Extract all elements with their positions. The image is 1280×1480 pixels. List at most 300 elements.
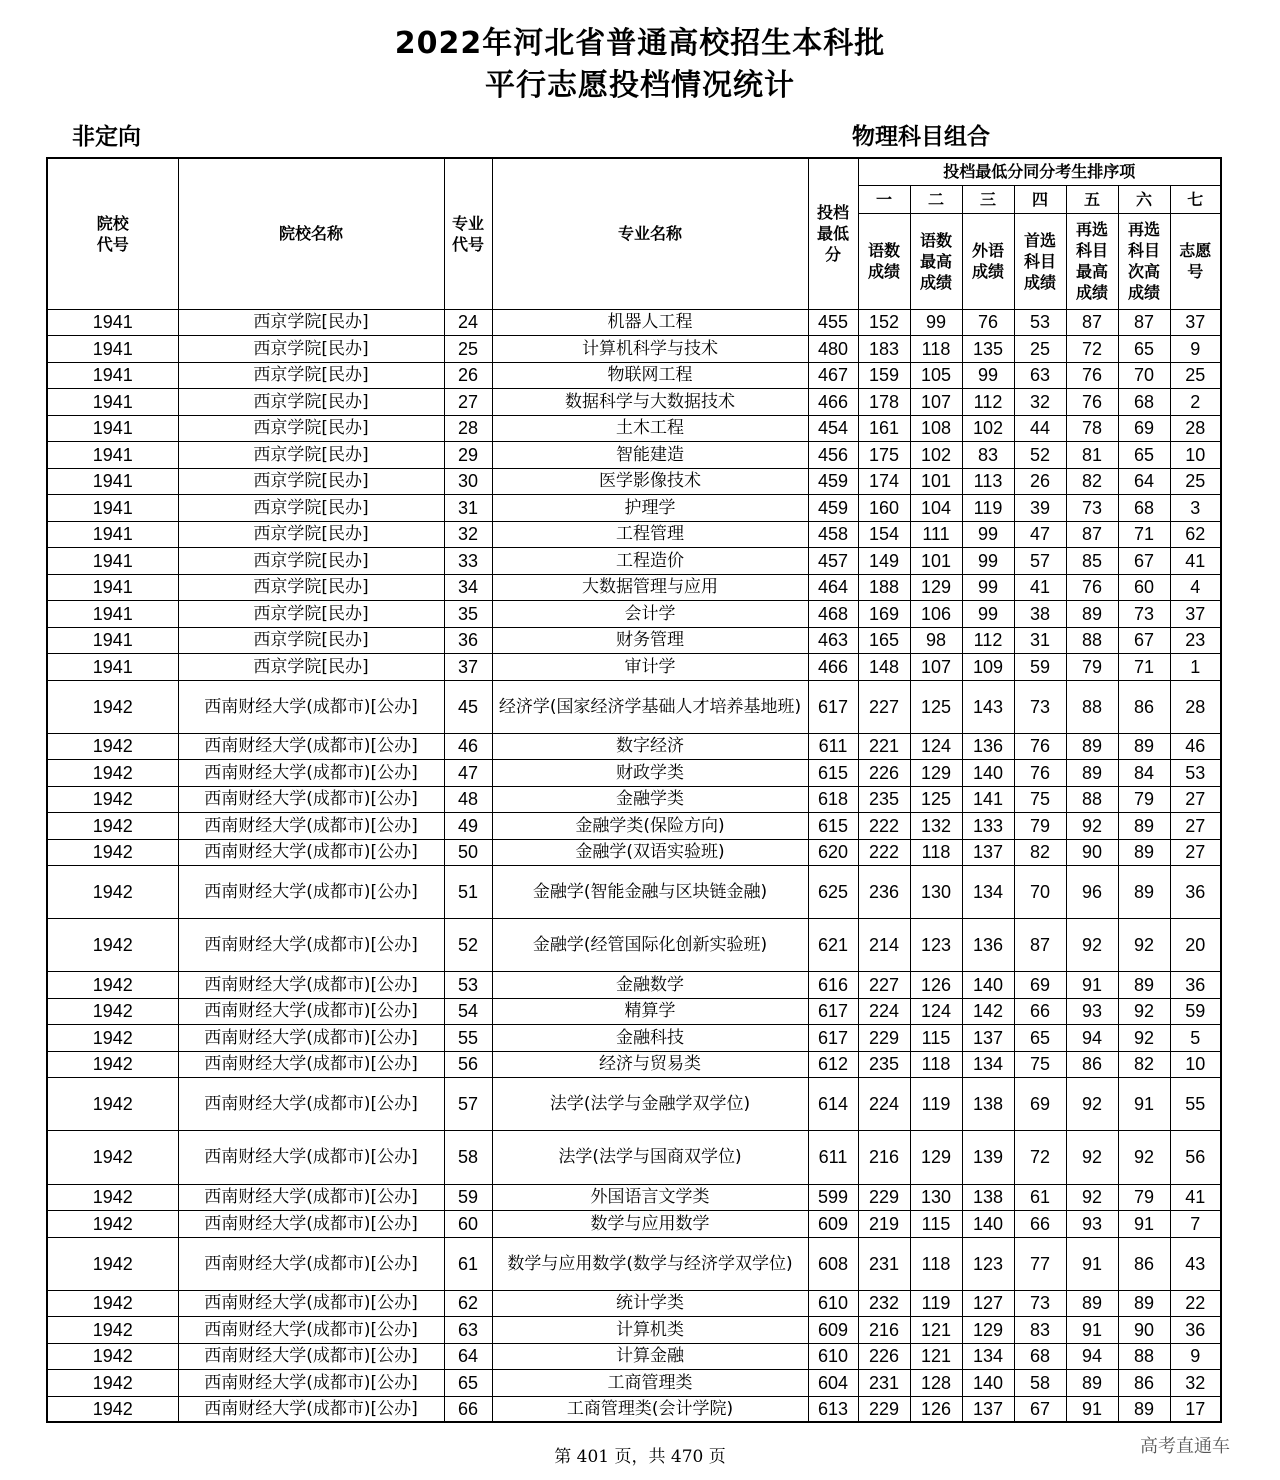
- min-score-cell: 620: [808, 839, 858, 865]
- rank3-cell: 83: [962, 441, 1014, 468]
- school-code-cell: 1942: [47, 1210, 178, 1237]
- rank5-cell: 91: [1066, 1316, 1118, 1343]
- rank7-cell: 7: [1170, 1210, 1221, 1237]
- major-code-cell: 24: [444, 309, 492, 335]
- school-name-cell: 西南财经大学(成都市)[公办]: [178, 786, 444, 812]
- rank3-cell: 140: [962, 1210, 1014, 1237]
- school-name-cell: 西南财经大学(成都市)[公办]: [178, 733, 444, 759]
- category-label: 非定向: [72, 124, 141, 150]
- rank5-cell: 91: [1066, 1396, 1118, 1422]
- rank5-cell: 91: [1066, 1237, 1118, 1290]
- min-score-cell: 464: [808, 574, 858, 600]
- rank2-cell: 118: [910, 1051, 962, 1077]
- rank3-cell: 140: [962, 1369, 1014, 1396]
- major-code-cell: 27: [444, 388, 492, 415]
- header-school-code: 院校代号: [47, 158, 178, 309]
- school-name-cell: 西京学院[民办]: [178, 494, 444, 521]
- rank2-cell: 108: [910, 415, 962, 441]
- rank1-cell: 227: [858, 971, 910, 998]
- rank7-cell: 56: [1170, 1130, 1221, 1184]
- min-score-cell: 613: [808, 1396, 858, 1422]
- major-name-cell: 精算学: [492, 998, 808, 1024]
- major-name-cell: 工程造价: [492, 547, 808, 574]
- rank-label-header: 再选科目最高成绩: [1066, 213, 1118, 309]
- school-name-cell: 西南财经大学(成都市)[公办]: [178, 1316, 444, 1343]
- rank3-cell: 143: [962, 680, 1014, 733]
- major-name-cell: 智能建造: [492, 441, 808, 468]
- rank7-cell: 20: [1170, 918, 1221, 971]
- major-code-cell: 36: [444, 627, 492, 653]
- major-name-cell: 工商管理类: [492, 1369, 808, 1396]
- min-score-cell: 608: [808, 1237, 858, 1290]
- table-row: [47, 1237, 1221, 1290]
- rank6-cell: 79: [1118, 1184, 1170, 1210]
- rank3-cell: 137: [962, 839, 1014, 865]
- table-row: [47, 680, 1221, 733]
- rank7-cell: 5: [1170, 1024, 1221, 1051]
- major-name-cell: 数学与应用数学(数学与经济学双学位): [492, 1237, 808, 1290]
- major-code-cell: 52: [444, 918, 492, 971]
- major-code-cell: 25: [444, 335, 492, 362]
- rank5-cell: 87: [1066, 521, 1118, 547]
- rank4-cell: 39: [1014, 494, 1066, 521]
- rank1-cell: 154: [858, 521, 910, 547]
- rank1-cell: 222: [858, 839, 910, 865]
- rank3-cell: 99: [962, 521, 1014, 547]
- rank1-cell: 214: [858, 918, 910, 971]
- rank3-cell: 123: [962, 1237, 1014, 1290]
- major-code-cell: 26: [444, 362, 492, 388]
- school-name-cell: 西京学院[民办]: [178, 521, 444, 547]
- school-code-cell: 1942: [47, 759, 178, 786]
- school-code-cell: 1942: [47, 839, 178, 865]
- major-name-cell: 法学(法学与国商双学位): [492, 1130, 808, 1184]
- table-row: [47, 1024, 1221, 1051]
- rank5-cell: 88: [1066, 627, 1118, 653]
- rank1-cell: 160: [858, 494, 910, 521]
- school-name-cell: 西京学院[民办]: [178, 627, 444, 653]
- min-score-cell: 617: [808, 998, 858, 1024]
- header-min-score: 投档最低分: [808, 158, 858, 309]
- rank5-cell: 88: [1066, 680, 1118, 733]
- rank4-cell: 25: [1014, 335, 1066, 362]
- rank2-cell: 124: [910, 733, 962, 759]
- table-row: [47, 1130, 1221, 1184]
- major-code-cell: 29: [444, 441, 492, 468]
- major-code-cell: 56: [444, 1051, 492, 1077]
- major-code-cell: 32: [444, 521, 492, 547]
- rank3-cell: 99: [962, 574, 1014, 600]
- table-row: [47, 1051, 1221, 1077]
- rank3-cell: 134: [962, 1051, 1014, 1077]
- table-row: [47, 812, 1221, 839]
- page-title-line2: 平行志愿投档情况统计: [485, 68, 795, 103]
- major-name-cell: 金融学类: [492, 786, 808, 812]
- rank4-cell: 59: [1014, 653, 1066, 680]
- major-name-cell: 物联网工程: [492, 362, 808, 388]
- rank6-cell: 70: [1118, 362, 1170, 388]
- rank1-cell: 222: [858, 812, 910, 839]
- rank6-cell: 86: [1118, 680, 1170, 733]
- rank7-cell: 41: [1170, 547, 1221, 574]
- school-name-cell: 西南财经大学(成都市)[公办]: [178, 1184, 444, 1210]
- rank4-cell: 61: [1014, 1184, 1066, 1210]
- rank1-cell: 227: [858, 680, 910, 733]
- min-score-cell: 466: [808, 388, 858, 415]
- rank6-cell: 89: [1118, 1396, 1170, 1422]
- school-name-cell: 西南财经大学(成都市)[公办]: [178, 1051, 444, 1077]
- school-name-cell: 西南财经大学(成都市)[公办]: [178, 680, 444, 733]
- rank3-cell: 76: [962, 309, 1014, 335]
- rank7-cell: 59: [1170, 998, 1221, 1024]
- school-code-cell: 1942: [47, 865, 178, 918]
- rank5-cell: 89: [1066, 1369, 1118, 1396]
- rank5-cell: 82: [1066, 468, 1118, 494]
- rank3-cell: 119: [962, 494, 1014, 521]
- table-row: [47, 653, 1221, 680]
- min-score-cell: 621: [808, 918, 858, 971]
- table-row: [47, 1396, 1221, 1422]
- rank5-cell: 81: [1066, 441, 1118, 468]
- school-name-cell: 西南财经大学(成都市)[公办]: [178, 1369, 444, 1396]
- rank1-cell: 183: [858, 335, 910, 362]
- major-name-cell: 财政学类: [492, 759, 808, 786]
- rank4-cell: 47: [1014, 521, 1066, 547]
- rank6-cell: 68: [1118, 388, 1170, 415]
- rank1-cell: 224: [858, 1077, 910, 1130]
- school-name-cell: 西南财经大学(成都市)[公办]: [178, 971, 444, 998]
- rank-label-header: 志愿号: [1170, 213, 1221, 309]
- major-name-cell: 护理学: [492, 494, 808, 521]
- rank7-cell: 55: [1170, 1077, 1221, 1130]
- major-code-cell: 28: [444, 415, 492, 441]
- table-row: [47, 1210, 1221, 1237]
- school-code-cell: 1941: [47, 335, 178, 362]
- rank1-cell: 216: [858, 1130, 910, 1184]
- school-code-cell: 1941: [47, 521, 178, 547]
- rank3-cell: 134: [962, 1343, 1014, 1369]
- rank7-cell: 32: [1170, 1369, 1221, 1396]
- rank6-cell: 84: [1118, 759, 1170, 786]
- rank2-cell: 106: [910, 600, 962, 627]
- rank5-cell: 92: [1066, 812, 1118, 839]
- rank2-cell: 118: [910, 1237, 962, 1290]
- rank6-cell: 67: [1118, 627, 1170, 653]
- rank6-cell: 65: [1118, 335, 1170, 362]
- rank3-cell: 134: [962, 865, 1014, 918]
- rank3-cell: 138: [962, 1077, 1014, 1130]
- major-code-cell: 35: [444, 600, 492, 627]
- admission-table: [46, 157, 1222, 1423]
- rank3-cell: 137: [962, 1396, 1014, 1422]
- table-row: [47, 786, 1221, 812]
- table-row: [47, 521, 1221, 547]
- rank6-cell: 67: [1118, 547, 1170, 574]
- table-row: [47, 335, 1221, 362]
- major-code-cell: 48: [444, 786, 492, 812]
- rank1-cell: 188: [858, 574, 910, 600]
- rank2-cell: 99: [910, 309, 962, 335]
- rank7-cell: 62: [1170, 521, 1221, 547]
- rank3-cell: 140: [962, 759, 1014, 786]
- table-row: [47, 971, 1221, 998]
- rank2-cell: 115: [910, 1024, 962, 1051]
- school-name-cell: 西京学院[民办]: [178, 441, 444, 468]
- min-score-cell: 616: [808, 971, 858, 998]
- school-code-cell: 1942: [47, 1237, 178, 1290]
- rank3-cell: 142: [962, 998, 1014, 1024]
- school-code-cell: 1942: [47, 998, 178, 1024]
- min-score-cell: 468: [808, 600, 858, 627]
- table-row: [47, 1184, 1221, 1210]
- rank7-cell: 23: [1170, 627, 1221, 653]
- rank-label-header: 首选科目成绩: [1014, 213, 1066, 309]
- school-name-cell: 西京学院[民办]: [178, 468, 444, 494]
- major-name-cell: 金融学(经管国际化创新实验班): [492, 918, 808, 971]
- page-number: 第 401 页，共 470 页: [554, 1447, 726, 1467]
- school-code-cell: 1941: [47, 441, 178, 468]
- rank4-cell: 82: [1014, 839, 1066, 865]
- rank1-cell: 175: [858, 441, 910, 468]
- rank3-cell: 109: [962, 653, 1014, 680]
- min-score-cell: 611: [808, 1130, 858, 1184]
- rank5-cell: 92: [1066, 918, 1118, 971]
- school-name-cell: 西京学院[民办]: [178, 362, 444, 388]
- rank7-cell: 25: [1170, 362, 1221, 388]
- rank2-cell: 98: [910, 627, 962, 653]
- rank7-cell: 46: [1170, 733, 1221, 759]
- rank6-cell: 89: [1118, 839, 1170, 865]
- major-code-cell: 37: [444, 653, 492, 680]
- header-major-code: 专业代号: [444, 158, 492, 309]
- major-code-cell: 65: [444, 1369, 492, 1396]
- rank-number-header: 七: [1170, 185, 1221, 213]
- min-score-cell: 609: [808, 1316, 858, 1343]
- rank5-cell: 76: [1066, 362, 1118, 388]
- major-code-cell: 51: [444, 865, 492, 918]
- table-row: [47, 998, 1221, 1024]
- rank2-cell: 119: [910, 1077, 962, 1130]
- table-row: [47, 839, 1221, 865]
- table-row: [47, 494, 1221, 521]
- major-code-cell: 46: [444, 733, 492, 759]
- rank1-cell: 221: [858, 733, 910, 759]
- min-score-cell: 612: [808, 1051, 858, 1077]
- table-row: [47, 865, 1221, 918]
- rank5-cell: 88: [1066, 786, 1118, 812]
- rank5-cell: 93: [1066, 998, 1118, 1024]
- rank1-cell: 229: [858, 1396, 910, 1422]
- rank1-cell: 152: [858, 309, 910, 335]
- rank-label-header: 语数成绩: [858, 213, 910, 309]
- rank4-cell: 41: [1014, 574, 1066, 600]
- school-code-cell: 1942: [47, 918, 178, 971]
- rank1-cell: 229: [858, 1024, 910, 1051]
- rank7-cell: 53: [1170, 759, 1221, 786]
- rank4-cell: 38: [1014, 600, 1066, 627]
- rank6-cell: 69: [1118, 415, 1170, 441]
- rank6-cell: 91: [1118, 1077, 1170, 1130]
- rank2-cell: 132: [910, 812, 962, 839]
- major-code-cell: 61: [444, 1237, 492, 1290]
- rank5-cell: 89: [1066, 600, 1118, 627]
- rank2-cell: 125: [910, 786, 962, 812]
- min-score-cell: 615: [808, 759, 858, 786]
- rank7-cell: 43: [1170, 1237, 1221, 1290]
- major-name-cell: 金融学类(保险方向): [492, 812, 808, 839]
- major-name-cell: 统计学类: [492, 1290, 808, 1316]
- rank4-cell: 32: [1014, 388, 1066, 415]
- rank7-cell: 9: [1170, 1343, 1221, 1369]
- major-name-cell: 工商管理类(会计学院): [492, 1396, 808, 1422]
- table-row: [47, 1290, 1221, 1316]
- rank5-cell: 94: [1066, 1343, 1118, 1369]
- rank6-cell: 90: [1118, 1316, 1170, 1343]
- rank5-cell: 92: [1066, 1077, 1118, 1130]
- rank1-cell: 174: [858, 468, 910, 494]
- rank4-cell: 83: [1014, 1316, 1066, 1343]
- rank4-cell: 66: [1014, 1210, 1066, 1237]
- watermark: 高考直通车: [1140, 1436, 1230, 1457]
- major-code-cell: 64: [444, 1343, 492, 1369]
- min-score-cell: 604: [808, 1369, 858, 1396]
- school-name-cell: 西京学院[民办]: [178, 388, 444, 415]
- rank4-cell: 73: [1014, 1290, 1066, 1316]
- rank2-cell: 119: [910, 1290, 962, 1316]
- rank1-cell: 231: [858, 1237, 910, 1290]
- school-code-cell: 1941: [47, 415, 178, 441]
- rank5-cell: 90: [1066, 839, 1118, 865]
- rank4-cell: 77: [1014, 1237, 1066, 1290]
- rank6-cell: 88: [1118, 1343, 1170, 1369]
- rank2-cell: 121: [910, 1343, 962, 1369]
- rank5-cell: 92: [1066, 1184, 1118, 1210]
- rank2-cell: 129: [910, 759, 962, 786]
- rank2-cell: 128: [910, 1369, 962, 1396]
- major-code-cell: 33: [444, 547, 492, 574]
- major-name-cell: 大数据管理与应用: [492, 574, 808, 600]
- table-row: [47, 1343, 1221, 1369]
- school-name-cell: 西京学院[民办]: [178, 335, 444, 362]
- school-code-cell: 1941: [47, 494, 178, 521]
- page-title-line1: 2022年河北省普通高校招生本科批: [394, 26, 886, 61]
- major-code-cell: 49: [444, 812, 492, 839]
- table-row: [47, 441, 1221, 468]
- rank7-cell: 22: [1170, 1290, 1221, 1316]
- major-name-cell: 数学与应用数学: [492, 1210, 808, 1237]
- rank5-cell: 91: [1066, 971, 1118, 998]
- rank1-cell: 149: [858, 547, 910, 574]
- rank6-cell: 73: [1118, 600, 1170, 627]
- min-score-cell: 618: [808, 786, 858, 812]
- rank7-cell: 1: [1170, 653, 1221, 680]
- rank4-cell: 87: [1014, 918, 1066, 971]
- rank1-cell: 169: [858, 600, 910, 627]
- rank2-cell: 130: [910, 1184, 962, 1210]
- rank5-cell: 93: [1066, 1210, 1118, 1237]
- min-score-cell: 617: [808, 680, 858, 733]
- rank4-cell: 69: [1014, 1077, 1066, 1130]
- rank6-cell: 64: [1118, 468, 1170, 494]
- rank4-cell: 58: [1014, 1369, 1066, 1396]
- rank1-cell: 216: [858, 1316, 910, 1343]
- table-row: [47, 362, 1221, 388]
- major-code-cell: 57: [444, 1077, 492, 1130]
- major-code-cell: 62: [444, 1290, 492, 1316]
- rank2-cell: 124: [910, 998, 962, 1024]
- table-row: [47, 600, 1221, 627]
- rank4-cell: 67: [1014, 1396, 1066, 1422]
- school-code-cell: 1942: [47, 812, 178, 839]
- major-name-cell: 法学(法学与金融学双学位): [492, 1077, 808, 1130]
- table-row: [47, 388, 1221, 415]
- major-name-cell: 经济与贸易类: [492, 1051, 808, 1077]
- rank7-cell: 36: [1170, 865, 1221, 918]
- rank3-cell: 127: [962, 1290, 1014, 1316]
- rank3-cell: 102: [962, 415, 1014, 441]
- rank7-cell: 27: [1170, 812, 1221, 839]
- rank4-cell: 68: [1014, 1343, 1066, 1369]
- rank4-cell: 73: [1014, 680, 1066, 733]
- rank4-cell: 75: [1014, 786, 1066, 812]
- rank1-cell: 226: [858, 759, 910, 786]
- school-name-cell: 西南财经大学(成都市)[公办]: [178, 918, 444, 971]
- major-name-cell: 审计学: [492, 653, 808, 680]
- school-name-cell: 西南财经大学(成都市)[公办]: [178, 839, 444, 865]
- min-score-cell: 454: [808, 415, 858, 441]
- rank7-cell: 28: [1170, 415, 1221, 441]
- school-code-cell: 1941: [47, 388, 178, 415]
- rank5-cell: 76: [1066, 388, 1118, 415]
- rank-number-header: 四: [1014, 185, 1066, 213]
- min-score-cell: 615: [808, 812, 858, 839]
- table-row: [47, 733, 1221, 759]
- rank6-cell: 92: [1118, 918, 1170, 971]
- rank2-cell: 126: [910, 1396, 962, 1422]
- rank2-cell: 118: [910, 839, 962, 865]
- rank7-cell: 36: [1170, 971, 1221, 998]
- rank2-cell: 126: [910, 971, 962, 998]
- rank6-cell: 86: [1118, 1237, 1170, 1290]
- major-code-cell: 54: [444, 998, 492, 1024]
- major-name-cell: 数字经济: [492, 733, 808, 759]
- school-code-cell: 1942: [47, 971, 178, 998]
- rank6-cell: 87: [1118, 309, 1170, 335]
- major-name-cell: 经济学(国家经济学基础人才培养基地班): [492, 680, 808, 733]
- school-code-cell: 1942: [47, 786, 178, 812]
- rank-number-header: 一: [858, 185, 910, 213]
- school-code-cell: 1942: [47, 1316, 178, 1343]
- major-name-cell: 工程管理: [492, 521, 808, 547]
- major-code-cell: 60: [444, 1210, 492, 1237]
- rank7-cell: 25: [1170, 468, 1221, 494]
- rank2-cell: 115: [910, 1210, 962, 1237]
- school-code-cell: 1942: [47, 1184, 178, 1210]
- rank3-cell: 141: [962, 786, 1014, 812]
- rank4-cell: 52: [1014, 441, 1066, 468]
- major-code-cell: 30: [444, 468, 492, 494]
- rank7-cell: 37: [1170, 600, 1221, 627]
- school-code-cell: 1941: [47, 309, 178, 335]
- header-major-name: 专业名称: [492, 158, 808, 309]
- major-name-cell: 计算机类: [492, 1316, 808, 1343]
- rank4-cell: 53: [1014, 309, 1066, 335]
- table-row: [47, 627, 1221, 653]
- school-name-cell: 西京学院[民办]: [178, 309, 444, 335]
- school-code-cell: 1942: [47, 1290, 178, 1316]
- table-row: [47, 468, 1221, 494]
- school-code-cell: 1942: [47, 680, 178, 733]
